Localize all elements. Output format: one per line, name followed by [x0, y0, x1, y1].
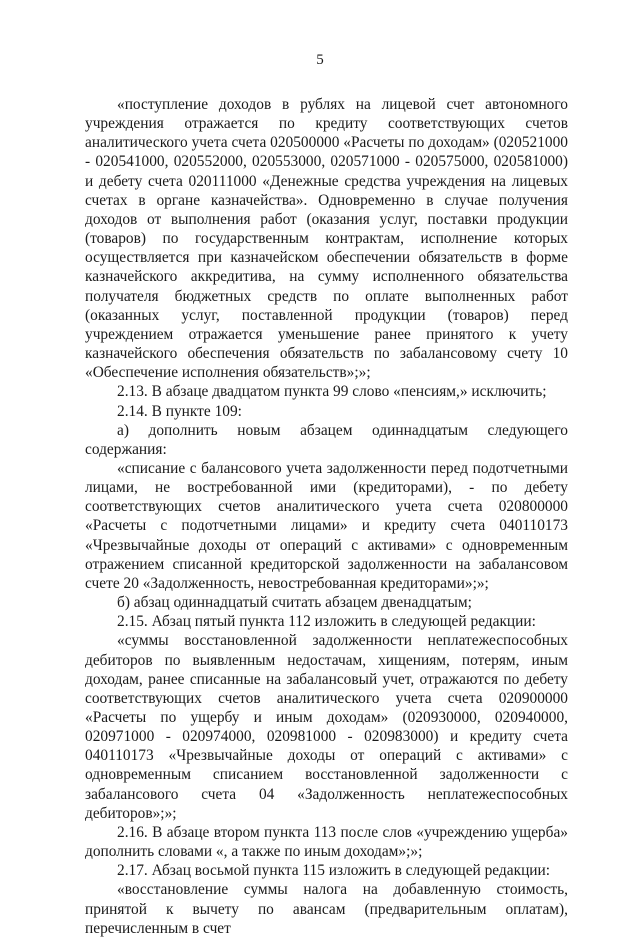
paragraph-2-14-b: б) абзац одиннадцатый считать абзацем двенадцатым; — [117, 594, 472, 612]
paragraph-debt-writeoff: «списание с балансового учета задолженности перед подотчетными лицами, не востребованной ими (кредиторами), - по дебету соответствующих счетов аналитического учета счета 020800000 «Расчеты с подотчетными лицами» и кредиту счета 040110173 «Чрезвычайные доходы от операций с активами» с одновременным отражением списанной кредиторской задолженности на забалансовом счете 20 «Задолженность, невостребованная кредиторами»;»; — [85, 459, 568, 592]
paragraph-2-13: 2.13. В абзаце двадцатом пункта 99 слово «пенсиям,» исключить; — [117, 383, 547, 401]
paragraph-income-accounting: «поступление доходов в рублях на лицевой счет автономного учреждения отражается по кредиту соответствующих счетов аналитического учета счета 020500000 «Расчеты по доходам» (020521000 - 020541000, 020552000, 020553000, 020571000 - 020575000, 020581000) и дебету счета 020111000 «Денежные средства учреждения на лицевых счетах в органе казначейства». Одновременно в случае получения доходов от выполнения работ (оказания услуг, поставки продукции (товаров) по государственным контрактам, исполнение которых осуществляется при казначейском обеспечении обязательств в форме казначейского аккредитива, на сумму исполненного обязательства получателя бюджетных средств по оплате выполненных работ (оказанных услуг, поставленной продукции (товаров) перед учреждением отражается уменьшение ранее принятого к учету казначейского обеспечения обязательств по забалансовому счету 10 «Обеспечение исполнения обязательств»;»; — [85, 96, 568, 382]
paragraph-2-15: 2.15. Абзац пятый пункта 112 изложить в следующей редакции: — [117, 613, 536, 631]
document-body — [85, 95, 568, 938]
paragraph-2-14-a: а) дополнить новым абзацем одиннадцатым следующего содержания: — [85, 421, 568, 458]
paragraph-restored-debt: «суммы восстановленной задолженности неплатежеспособных дебиторов по выявленным недостачам, хищениям, потерям, иным доходам, ранее списанные на забалансовый учет, отражаются по дебету соответствующих счетов аналитического учета счета 020900000 «Расчеты по ущербу и иным доходам» (020930000, 020940000, 020971000 - 020974000, 020981000 - 020983000) и кредиту счета 040110173 «Чрезвычайные доходы от операций с активами» с одновременным списанием восстановленной задолженности с забалансового счета 04 «Задолженность неплатежеспособных дебиторов»;»; — [85, 632, 568, 822]
paragraph-vat-restoration: «восстановление суммы налога на добавленную стоимость, принятой к вычету по авансам (предварительным оплатам), перечисленным в счет — [85, 881, 568, 937]
page-number: 5 — [316, 52, 324, 68]
paragraph-2-17: 2.17. Абзац восьмой пункта 115 изложить в следующей редакции: — [117, 862, 551, 880]
paragraph-2-16: 2.16. В абзаце втором пункта 113 после слов «учреждению ущерба» дополнить словами «, а также по иным доходам»;»; — [85, 823, 568, 861]
paragraph-2-14: 2.14. В пункте 109: — [117, 402, 242, 420]
